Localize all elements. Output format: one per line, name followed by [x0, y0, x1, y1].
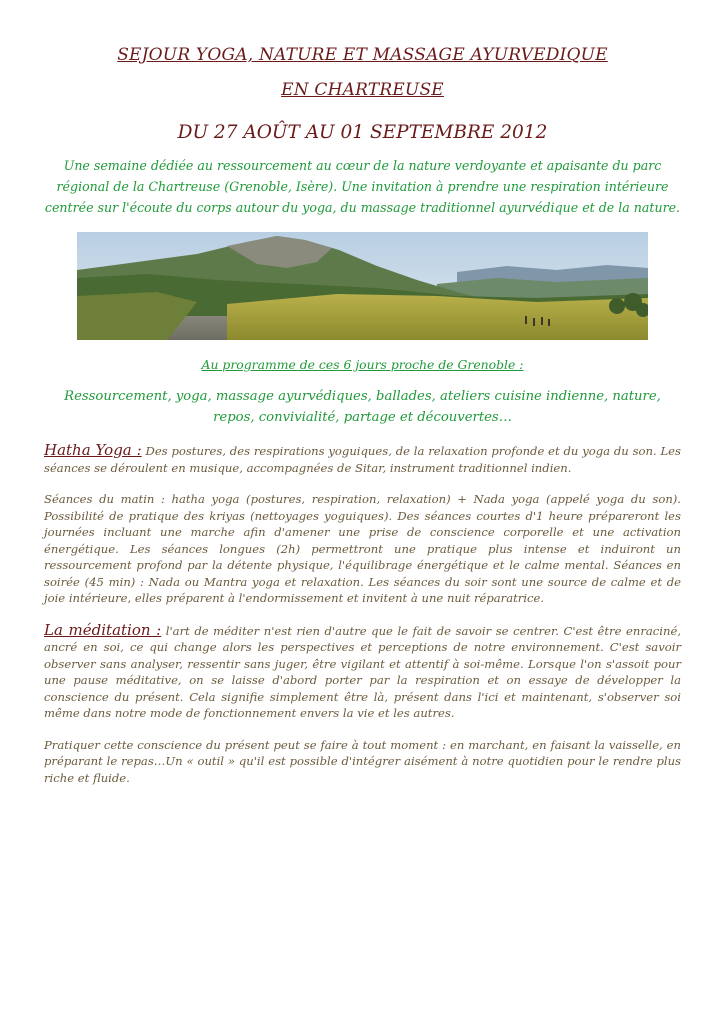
mountain-landscape-image — [77, 232, 648, 340]
landscape-photo — [77, 232, 648, 340]
morning-sessions-paragraph: Séances du matin : hatha yoga (postures, respiration, relaxation) + Nada yoga (appelé yoga du son). Possibilité de pratique des kriyas (nettoyages yoguiques). Des séances courtes d'1 heure prépareront les journées incluant une marche afin d'amener une prise de conscience corporelle et une activation énergétique. Les séances longues (2h) permettront une pratique plus intense et induiront un ressourcement profond par la détente physique, l'équilibrage énergétique et le calme mental. Séances en soirée (45 min) : Nada ou Mantra yoga et relaxation. Les séances du soir sont une source de calme et de joie intérieure, elles préparent à l'endormissement et invitent à une nuit réparatrice. — [44, 492, 681, 605]
intro-paragraph: Une semaine dédiée au ressourcement au cœur de la nature verdoyante et apaisante du parc régional de la Chartreuse (Grenoble, Isère). Une invitation à prendre une respiration intérieure centrée sur l'écoute du corps autour du yoga, du massage traditionnel ayurvédique et de la nature. — [44, 158, 681, 215]
event-dates: DU 27 AOÛT AU 01 SEPTEMBRE 2012 — [177, 122, 548, 143]
hatha-yoga-text: Des postures, des respirations yoguiques, de la relaxation profonde et du yoga du son. Les séances se déroulent en musique, accompagnées de Sitar, instrument traditionnel indien. — [44, 444, 681, 475]
meditation-paragraph — [44, 622, 681, 722]
meditation-heading: La méditation : — [44, 620, 162, 639]
hatha-yoga-paragraph — [44, 442, 681, 476]
hatha-yoga-heading: Hatha Yoga : — [44, 441, 142, 459]
program-activities: Ressourcement, yoga, massage ayurvédiques, ballades, ateliers cuisine indienne, nature, repos, convivialité, partage et découvertes… — [64, 389, 661, 425]
page-title: SEJOUR YOGA, NATURE ET MASSAGE AYURVEDIQUE — [117, 45, 608, 65]
practice-paragraph: Pratiquer cette conscience du présent peut se faire à tout moment : en marchant, en faisant la vaisselle, en préparant le repas…Un « outil » qu'il est possible d'intégrer aisément à notre quotidien pour le rendre plus riche et fluide. — [44, 737, 681, 785]
program-heading: Au programme de ces 6 jours proche de Grenoble : — [201, 357, 524, 372]
page-subtitle: EN CHARTREUSE — [281, 80, 444, 100]
meditation-text: l'art de méditer n'est rien d'autre que le fait de savoir se centrer. C'est être enraciné, ancré en soi, ce qui change alors les perspectives et perceptions de notre environnement. C'est savoir observer sans analyser, ressentir sans juger, être vigilant et attentif à soi-même. Lorsque l'on s'assoit pour une pause méditative, on se laisse d'abord porter par la respiration et on essaye de développer la conscience du présent. Cela signifie simplement être là, présent dans l'ici et maintenant, s'observer soi même dans notre mode de fonctionnement envers la vie et les autres. — [44, 623, 682, 720]
